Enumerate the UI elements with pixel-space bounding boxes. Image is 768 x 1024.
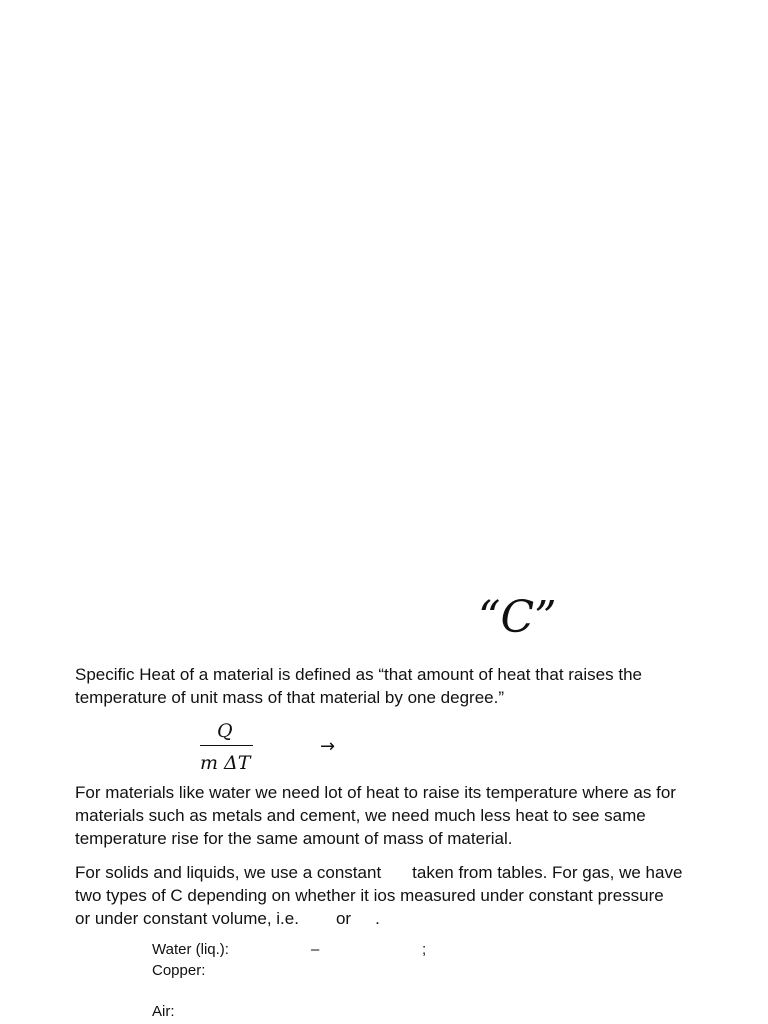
materials-line-2: materials such as metals and cement, we need much less heat to see same <box>75 806 646 825</box>
specific-heat-symbol-heading: “C” <box>478 592 557 643</box>
gas-types-line-3-period: . <box>375 909 380 928</box>
materials-line-1: For materials like water we need lot of heat to raise its temperature where as for <box>75 783 676 802</box>
water-semicolon: ; <box>422 941 427 958</box>
gas-types-line-2: two types of C depending on whether it ios measured under constant pressure <box>75 886 664 905</box>
materials-line-3: temperature rise for the same amount of mass of material. <box>75 829 513 848</box>
definition-line-1: Specific Heat of a material is defined as “that amount of heat that raises the <box>75 665 642 684</box>
materials-paragraph <box>75 781 725 850</box>
formula-fraction-bar <box>200 745 253 746</box>
gas-types-line-1-start: For solids and liquids, we use a constant <box>75 863 382 882</box>
formula-denominator: m ΔT <box>200 752 251 774</box>
gas-types-line-3-start: or under constant volume, i.e. <box>75 909 299 928</box>
gas-types-paragraph <box>75 861 725 930</box>
definition-line-2: temperature of unit mass of that material by one degree.” <box>75 688 505 707</box>
copper-label: Copper: <box>152 962 206 979</box>
definition-paragraph <box>75 663 725 709</box>
gas-types-line-1-end: taken from tables. For gas, we have <box>412 863 683 882</box>
water-dash: – <box>311 941 320 958</box>
water-label: Water (liq.): <box>152 941 229 958</box>
air-label: Air: <box>152 1003 175 1020</box>
right-arrow-icon: → <box>320 736 336 757</box>
formula-numerator: Q <box>217 720 233 742</box>
gas-types-line-3 <box>75 907 725 930</box>
gas-types-line-3-or: or <box>335 909 352 928</box>
gas-types-line-1 <box>75 861 725 884</box>
